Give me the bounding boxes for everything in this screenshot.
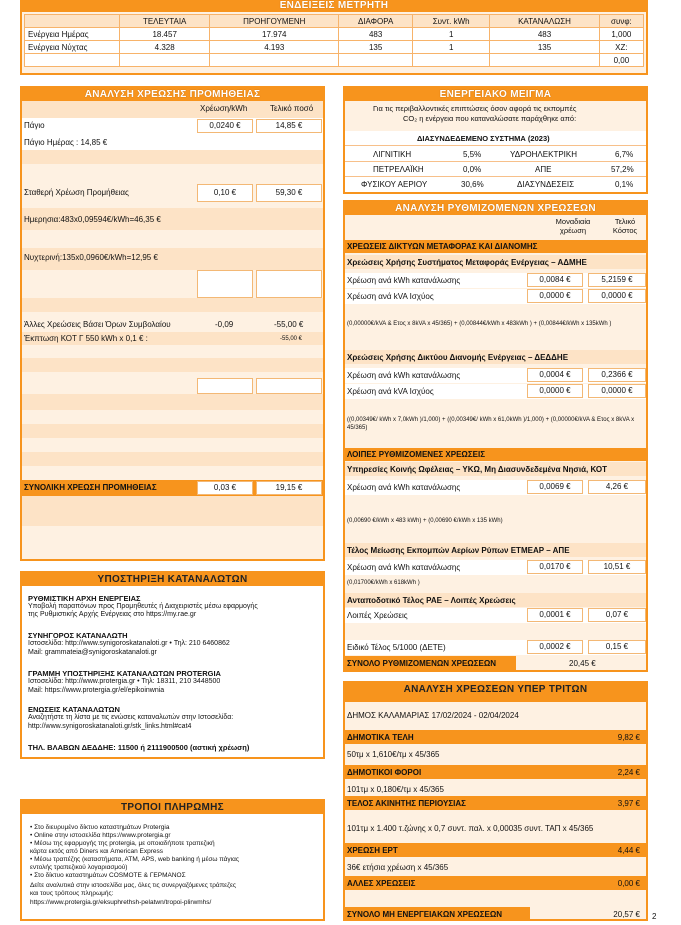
dete-rate: 0,0002 € — [527, 640, 583, 654]
mix-title: ΕΝΕΡΓΕΙΑΚΟ ΜΕΙΓΜΑ — [345, 88, 646, 101]
mix-percent: 0,0% — [463, 165, 482, 174]
admie-formula: (0,00000€/kVA & Ετος x 8kVA x 45/365) + (0,00844€/kWh x 483kWh ) + (0,00844€/kWh x 135kWh ) — [347, 321, 612, 327]
support-block-heading: ΓΡΑΜΜΗ ΥΠΟΣΤΗΡΙΞΗΣ ΚΑΤΑΝΑΛΩΤΩΝ PROTERGIA — [28, 669, 221, 678]
support-title: ΥΠΟΣΤΗΡΙΞΗ ΚΑΤΑΝΑΛΩΤΩΝ — [22, 573, 323, 586]
admie-kwh-cost: 5,2159 € — [588, 273, 646, 287]
energy-mix-panel — [343, 86, 648, 194]
mix-percent: 30,6% — [461, 180, 484, 189]
supply-filler — [22, 424, 323, 438]
support-block-line: Mail: https://www.protergia.gr/el/epikoinwnia — [28, 687, 165, 694]
meter-header-cell: ΠΡΟΗΓΟΥΜΕΝΗ — [210, 15, 339, 28]
deddie-kva-cost: 0,0000 € — [588, 384, 646, 398]
supply-total-rate: 0,03 € — [197, 481, 253, 495]
ykw-cost: 4,26 € — [588, 480, 646, 494]
supply-total-amount: 19,15 € — [256, 481, 322, 495]
mix-percent: 0,1% — [615, 180, 634, 189]
meter-cell: 1,000 — [599, 28, 643, 41]
mix-source: ΔΙΑΣΥΝΔΕΣΕΙΣ — [517, 180, 575, 189]
supply-empty-cell — [256, 378, 322, 394]
regulated-charges-panel — [343, 200, 648, 672]
mix-system-label: ΔΙΑΣΥΝΔΕΔΕΜΕΝΟ ΣΥΣΤΗΜΑ (2023) — [417, 134, 550, 143]
page-number: 2 — [652, 912, 657, 921]
third-item-detail: 101τμ x 1.400 τ.ζώνης x 0,7 συντ. παλ. x 0,00035 συντ. ΤΑΠ x 45/365 — [347, 824, 594, 833]
mix-source: ΠΕΤΡΕΛΑΪΚΗ — [373, 165, 424, 174]
meter-row-night — [25, 41, 644, 54]
meter-title: ΕΝΔΕΙΞΕΙΣ ΜΕΤΡΗΤΗ — [22, 0, 646, 12]
meter-cell — [490, 54, 600, 67]
mix-divider — [345, 176, 646, 177]
regulated-title: ΑΝΑΛΥΣΗ ΡΥΘΜΙΖΟΜΕΝΩΝ ΧΡΕΩΣΕΩΝ — [345, 202, 646, 215]
meter-cell: 17.974 — [210, 28, 339, 41]
discount-label: Έκπτωση ΚΟΤ Γ 550 kWh x 0,1 € : — [24, 334, 148, 343]
deddie-kwh-cost: 0,2366 € — [588, 368, 646, 382]
mix-percent: 5,5% — [463, 150, 482, 159]
payment-line: • Μέσω της εφαρμογής της protergia, με οποιαδήποτε τραπεζική — [30, 840, 215, 847]
meter-cell: ΧΖ: — [599, 41, 643, 54]
payment-methods-panel — [20, 799, 325, 921]
supply-total-label: ΣΥΝΟΛΙΚΗ ΧΡΕΩΣΗ ΠΡΟΜΗΘΕΙΑΣ — [24, 483, 157, 492]
dete-cost: 0,15 € — [588, 640, 646, 654]
rae-cost: 0,07 € — [588, 608, 646, 622]
pagio-detail: Πάγιο Ημέρας : 14,85 € — [24, 138, 108, 147]
fixed-amount: 59,30 € — [256, 184, 322, 202]
etmear-rate: 0,0170 € — [527, 560, 583, 574]
support-block-line: Mail: grammateia@synigoroskatanaloti.gr — [28, 649, 157, 656]
third-title-band2 — [345, 696, 646, 702]
deddie-kwh-label: Χρέωση ανά kWh κατανάλωσης — [347, 371, 461, 380]
third-item-detail: 36€ ετήσια χρέωση x 45/365 — [347, 863, 449, 872]
meter-cell — [25, 54, 120, 67]
supply-col-amount-header: Τελικό ποσό — [270, 104, 314, 113]
payment-line: • Στο δίκτυο καταστημάτων COSMOTE & ΓΕΡΜΑΝΟΣ — [30, 872, 186, 879]
supply-empty-cell — [197, 378, 253, 394]
meter-cell: 1 — [413, 41, 490, 54]
deddie-kva-label: Χρέωση ανά kVA Ισχύος — [347, 387, 434, 396]
payment-line: • Online στην ιστοσελίδα https://www.protergia.gr — [30, 832, 171, 839]
payment-line: Δείτε αναλυτικά στην ιστοσελίδα μας, όλες τις συνεργαζόμενες τράπεζες — [30, 882, 236, 889]
meter-row-day — [25, 28, 644, 41]
meter-cell — [413, 54, 490, 67]
third-item-detail: 101τμ x 0,180€/τμ x 45/365 — [347, 785, 444, 794]
regulated-col-rate-header: Μοναδιαία χρέωση — [555, 217, 591, 235]
meter-readings-panel — [20, 0, 648, 75]
regulated-col-cost-header: Τελικό Κόστος — [612, 217, 638, 235]
support-block-heading: ΡΥΘΜΙΣΤΙΚΗ ΑΡΧΗ ΕΝΕΡΓΕΙΑΣ — [28, 594, 141, 603]
rae-rate: 0,0001 € — [527, 608, 583, 622]
meter-header-cell: Συντ. kWh — [413, 15, 490, 28]
deddie-formula: ((0,00349€/ kWh x 7,0kWh )/1,000) + ((0,00349€/ kWh x 61,0kWh )/1,000) + (0,00000€/kVA & Ετος x 8kVA x 45/365) — [347, 417, 635, 431]
etmear-label: Χρέωση ανά kWh κατανάλωσης — [347, 563, 461, 572]
support-block-line: Υποβολή παραπόνων προς Προμηθευτές ή Διαχειριστές μέσω εφαρμογής — [28, 603, 258, 610]
third-item-label: ΤΕΛΟΣ ΑΚΙΝΗΤΗΣ ΠΕΡΙΟΥΣΙΑΣ — [347, 799, 466, 808]
third-item-value: 2,24 € — [617, 768, 640, 777]
meter-cell: 1 — [413, 28, 490, 41]
mix-source: ΑΠΕ — [535, 165, 552, 174]
mix-percent: 6,7% — [615, 150, 634, 159]
supply-filler — [22, 150, 323, 164]
etmear-cost: 10,51 € — [588, 560, 646, 574]
third-item-label: ΑΛΛΕΣ ΧΡΕΩΣΕΙΣ — [347, 879, 416, 888]
mix-divider — [345, 161, 646, 162]
third-item-value: 3,97 € — [617, 799, 640, 808]
support-block-line: Αναζητήστε τη λίστα με τις ενώσεις καταναλωτών στην Ιστοσελίδα: — [28, 714, 234, 721]
ykw-heading: Υπηρεσίες Κοινής Ωφέλειας – ΥΚΩ, Μη Διασυνδεδεμένα Νησιά, ΚΟΤ — [347, 465, 607, 474]
meter-cell: 135 — [490, 41, 600, 54]
third-item-value: 0,00 € — [617, 879, 640, 888]
night-detail: Νυχτερινή:135x0,0960€/kWh=12,95 € — [24, 253, 158, 262]
meter-cell: 483 — [490, 28, 600, 41]
ykw-rate: 0,0069 € — [527, 480, 583, 494]
admie-kva-rate: 0,0000 € — [527, 289, 583, 303]
third-item-label: ΔΗΜΟΤΙΚΟΙ ΦΟΡΟΙ — [347, 768, 422, 777]
third-item-label: ΧΡΕΩΣΗ ΕΡΤ — [347, 846, 398, 855]
network-heading: ΧΡΕΩΣΕΙΣ ΔΙΚΤΥΩΝ ΜΕΤΑΦΟΡΑΣ ΚΑΙ ΔΙΑΝΟΜΗΣ — [347, 242, 538, 251]
outage-line: ΤΗΛ. ΒΛΑΒΩΝ ΔΕΔΔΗΕ: 11500 ή 2111900500 (αστική χρέωση) — [28, 743, 250, 752]
third-item-label: ΔΗΜΟΤΙΚΑ ΤΕΛΗ — [347, 733, 414, 742]
fixed-label: Σταθερή Χρέωση Προμήθειας — [24, 188, 129, 197]
mix-intro-line: Για τις περιβαλλοντικές επιπτώσεις όσον αφορά τις εκπομπές — [373, 104, 577, 113]
meter-header-row — [25, 15, 644, 28]
regulated-total-label: ΣΥΝΟΛΟ ΡΥΘΜΙΖΟΜΕΝΩΝ ΧΡΕΩΣΕΩΝ — [347, 659, 497, 668]
other-regulated-heading: ΛΟΙΠΕΣ ΡΥΘΜΙΖΟΜΕΝΕΣ ΧΡΕΩΣΕΙΣ — [347, 450, 486, 459]
third-total-value: 20,57 € — [613, 910, 640, 919]
meter-header-cell: συνφ: — [599, 15, 643, 28]
support-block-line: Ιστοσελίδα: http://www.protergia.gr • Τηλ: 18311, 210 3448500 — [28, 678, 221, 685]
day-detail: Ημερησια:483x0,09594€/kWh=46,35 € — [24, 215, 161, 224]
support-block-line: της Ρυθμιστικής Αρχής Ενέργειας στο https://my.rae.gr — [28, 611, 197, 618]
admie-kva-cost: 0,0000 € — [588, 289, 646, 303]
meter-cell: 4.328 — [120, 41, 210, 54]
third-item-detail: 50τμ x 1,610€/τμ x 45/365 — [347, 750, 440, 759]
supply-empty-cell — [197, 270, 253, 298]
rae-label: Λοιπές Χρεώσεις — [347, 611, 408, 620]
other-charges-label: Άλλες Χρεώσεις Βάσει Όρων Συμβολαίου — [24, 320, 171, 329]
meter-header-cell — [25, 15, 120, 28]
payment-line: και τους τρόπους πληρωμής: — [30, 890, 114, 897]
mix-source: ΥΔΡΟΗΛΕΚΤΡΙΚΗ — [510, 150, 577, 159]
supply-filler — [22, 358, 323, 372]
supply-filler — [22, 452, 323, 466]
mix-intro-line: CO₂ η ενέργεια που καταναλώσατε παράχθηκε από: — [403, 114, 577, 123]
third-item-value: 9,82 € — [617, 733, 640, 742]
admie-kwh-label: Χρέωση ανά kWh κατανάλωσης — [347, 276, 461, 285]
other-charges-rate: -0,09 — [215, 320, 234, 329]
meter-header-cell: ΤΕΛΕΥΤΑΙΑ — [120, 15, 210, 28]
admie-kwh-rate: 0,0084 € — [527, 273, 583, 287]
mix-source: ΦΥΣΙΚΟΥ ΑΕΡΙΟΥ — [361, 180, 428, 189]
payment-title: ΤΡΟΠΟΙ ΠΛΗΡΩΜΗΣ — [22, 801, 323, 814]
third-party-panel — [343, 681, 648, 921]
supply-filler — [22, 394, 323, 410]
supply-empty-cell — [256, 270, 322, 298]
meter-header-cell: ΚΑΤΑΝΑΛΩΣΗ — [490, 15, 600, 28]
support-block-heading: ΕΝΩΣΕΙΣ ΚΑΤΑΝΑΛΩΤΩΝ — [28, 705, 120, 714]
ykw-formula: (0,00690 €/kWh x 483 kWh) + (0,00690 €/kWh x 135 kWh) — [347, 518, 503, 524]
discount-amount: -55,00 € — [280, 336, 303, 342]
meter-cell — [120, 54, 210, 67]
deddie-heading: Χρεώσεις Χρήσης Δικτύου Διανομής Ενέργειας – ΔΕΔΔΗΕ — [347, 353, 569, 362]
support-block-line: Ιστοσελίδα: http://www.synigoroskatanaloti.gr • Τηλ: 210 6460862 — [28, 640, 230, 647]
supply-filler — [22, 164, 323, 180]
admie-kva-label: Χρέωση ανά kVA Ισχύος — [347, 292, 434, 301]
consumer-support-panel — [20, 571, 325, 759]
mix-percent: 57,2% — [611, 165, 634, 174]
meter-row-extra — [25, 54, 644, 67]
ykw-label: Χρέωση ανά kWh κατανάλωσης — [347, 483, 461, 492]
meter-cell: 4.193 — [210, 41, 339, 54]
support-block-heading: ΣΥΝΗΓΟΡΟΣ ΚΑΤΑΝΑΛΩΤΗ — [28, 631, 128, 640]
payment-line: https://www.protergia.gr/eksuphrethsh-pelatwn/tropoi-plirwmhs/ — [30, 899, 212, 906]
supply-filler — [22, 496, 323, 526]
payment-line: • Στο διευρυμένο δίκτυο καταστημάτων Protergia — [30, 824, 170, 831]
mix-divider — [345, 145, 646, 146]
meter-table — [24, 14, 644, 67]
admie-heading: Χρεώσεις Χρήσης Συστήματος Μεταφοράς Ενέργειας – ΑΔΜΗΕ — [347, 258, 587, 267]
other-charges-amount: -55,00 € — [274, 320, 304, 329]
payment-line: εντολής τραπεζικού λογαριασμού) — [30, 864, 128, 871]
pagio-label: Πάγιο — [24, 121, 45, 130]
deddie-kwh-rate: 0,0004 € — [527, 368, 583, 382]
meter-cell: Ενέργεια Νύχτας — [25, 41, 120, 54]
mix-source: ΛΙΓΝΙΤΙΚΗ — [373, 150, 412, 159]
support-block-line: http://www.synigoroskatanaloti.gr/stk_links.html#cat4 — [28, 723, 192, 730]
regulated-total-value: 20,45 € — [569, 659, 596, 668]
rae-heading: Ανταποδοτικό Τέλος ΡΑΕ – Λοιπές Χρεώσεις — [347, 596, 516, 605]
supply-charges-panel — [20, 86, 325, 561]
fixed-rate: 0,10 € — [197, 184, 253, 202]
meter-header-cell: ΔΙΑΦΟΡΑ — [339, 15, 413, 28]
deddie-kva-rate: 0,0000 € — [527, 384, 583, 398]
meter-cell — [339, 54, 413, 67]
third-title: ΑΝΑΛΥΣΗ ΧΡΕΩΣΕΩΝ ΥΠΕΡ ΤΡΙΤΩΝ — [345, 683, 646, 696]
pagio-rate: 0,0240 € — [197, 119, 253, 133]
meter-cell — [210, 54, 339, 67]
payment-line: • Μέσω τραπέζης (καταστήματα, ΑΤΜ, APS, web banking ή μέσω πάγιας — [30, 856, 239, 863]
third-item-value: 4,44 € — [617, 846, 640, 855]
meter-cell: Ενέργεια Ημέρας — [25, 28, 120, 41]
dete-label: Ειδικό Τέλος 5/1000 (ΔΕΤΕ) — [347, 643, 446, 652]
supply-title: ΑΝΑΛΥΣΗ ΧΡΕΩΣΗΣ ΠΡΟΜΗΘΕΙΑΣ — [22, 88, 323, 101]
third-total-label: ΣΥΝΟΛΟ ΜΗ ΕΝΕΡΓΕΙΑΚΩΝ ΧΡΕΩΣΕΩΝ — [347, 910, 503, 919]
meter-cell: 0,00 — [599, 54, 643, 67]
payment-line: κάρτα εκτός από Diners και American Express — [30, 848, 164, 855]
supply-col-rate-header: Χρέωση/kWh — [200, 104, 248, 113]
meter-cell: 18.457 — [120, 28, 210, 41]
municipality: ΔΗΜΟΣ ΚΑΛΑΜΑΡΙΑΣ 17/02/2024 - 02/04/2024 — [347, 711, 519, 720]
pagio-amount: 14,85 € — [256, 119, 322, 133]
etmear-formula: (0,01700€/kWh x 618kWh ) — [347, 580, 420, 586]
meter-cell: 483 — [339, 28, 413, 41]
etmear-heading: Τέλος Μείωσης Εκπομπών Αερίων Ρύπων ΕΤΜΕΑΡ – ΑΠΕ — [347, 546, 570, 555]
supply-filler — [22, 298, 323, 312]
meter-cell: 135 — [339, 41, 413, 54]
